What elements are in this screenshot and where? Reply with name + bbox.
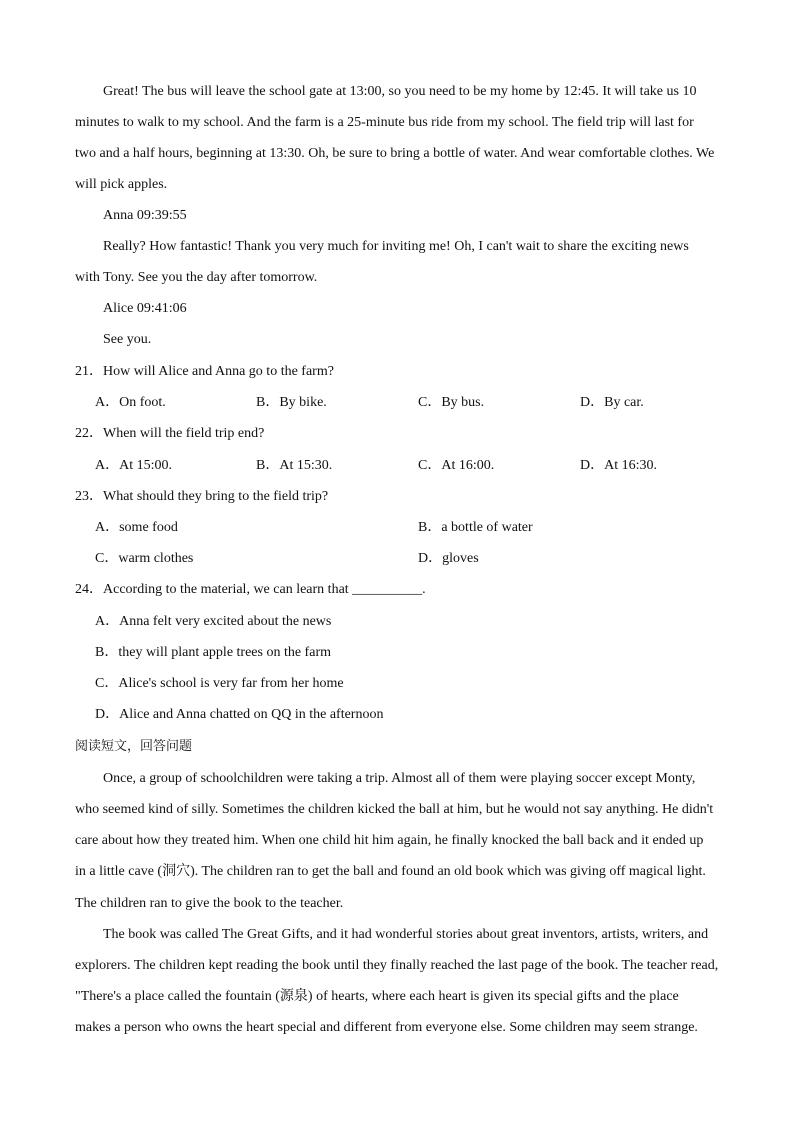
dialogue-line: with Tony. See you the day after tomorrow. <box>75 270 318 285</box>
passage-line: The book was called The Great Gifts, and it had wonderful stories about great inventors, artists, writers, and <box>103 927 709 942</box>
dialogue-line: two and a half hours, beginning at 13:30. Oh, be sure to bring a bottle of water. And wear comfortable clothes. We <box>75 146 715 161</box>
chat-header-anna: Anna 09:39:55 <box>103 208 187 223</box>
dialogue-line: will pick apples. <box>75 177 168 192</box>
passage-line: makes a person who owns the heart special and different from everyone else. Some children may seem strange. <box>75 1020 698 1035</box>
chat-header-alice: Alice 09:41:06 <box>103 301 187 316</box>
passage-line: in a little cave (洞穴). The children ran to get the ball and found an old book which was giving off magical light. <box>75 864 706 879</box>
passage-line: The children ran to give the book to the teacher. <box>75 896 344 911</box>
option-22-d[interactable]: D．At 16:30. <box>580 458 657 473</box>
option-24-a[interactable]: A．Anna felt very excited about the news <box>95 614 332 629</box>
option-21-c[interactable]: C．By bus. <box>418 395 485 410</box>
option-24-b[interactable]: B．they will plant apple trees on the farm <box>95 645 331 660</box>
option-21-b[interactable]: B．By bike. <box>256 395 327 410</box>
option-21-a[interactable]: A．On foot. <box>95 395 166 410</box>
question-stem-23: 23．What should they bring to the field trip? <box>75 489 329 504</box>
option-22-c[interactable]: C．At 16:00. <box>418 458 495 473</box>
question-stem-22: 22．When will the field trip end? <box>75 426 265 441</box>
passage-line: who seemed kind of silly. Sometimes the children kicked the ball at him, but he would not say anything. He didn't <box>75 802 714 817</box>
option-22-b[interactable]: B．At 15:30. <box>256 458 333 473</box>
question-stem-21: 21．How will Alice and Anna go to the farm? <box>75 364 334 379</box>
option-21-d[interactable]: D．By car. <box>580 395 644 410</box>
option-24-d[interactable]: D．Alice and Anna chatted on QQ in the afternoon <box>95 707 384 722</box>
passage-line: care about how they treated him. When one child hit him again, he finally knocked the ball back and it ended up <box>75 833 704 848</box>
dialogue-line: Great! The bus will leave the school gate at 13:00, so you need to be my home by 12:45. It will take us 10 <box>103 84 697 99</box>
dialogue-line: See you. <box>103 332 152 347</box>
option-23-a[interactable]: A．some food <box>95 520 178 535</box>
passage-line: "There's a place called the fountain (源泉) of hearts, where each heart is given its special gifts and the place <box>75 989 679 1004</box>
option-22-a[interactable]: A．At 15:00. <box>95 458 172 473</box>
option-23-b[interactable]: B．a bottle of water <box>418 520 533 535</box>
option-23-c[interactable]: C．warm clothes <box>95 551 194 566</box>
option-23-d[interactable]: D．gloves <box>418 551 479 566</box>
dialogue-line: minutes to walk to my school. And the farm is a 25-minute bus ride from my school. The field trip will last for <box>75 115 694 130</box>
question-stem-24: 24．According to the material, we can learn that __________. <box>75 582 426 597</box>
section-heading: 阅读短文，回答问题 <box>75 739 193 754</box>
passage-line: explorers. The children kept reading the book until they finally reached the last page of the book. The teacher read, <box>75 958 719 973</box>
dialogue-line: Really? How fantastic! Thank you very much for inviting me! Oh, I can't wait to share the exciting news <box>103 239 689 254</box>
option-24-c[interactable]: C．Alice's school is very far from her home <box>95 676 344 691</box>
passage-line: Once, a group of schoolchildren were taking a trip. Almost all of them were playing soccer except Monty, <box>103 771 696 786</box>
